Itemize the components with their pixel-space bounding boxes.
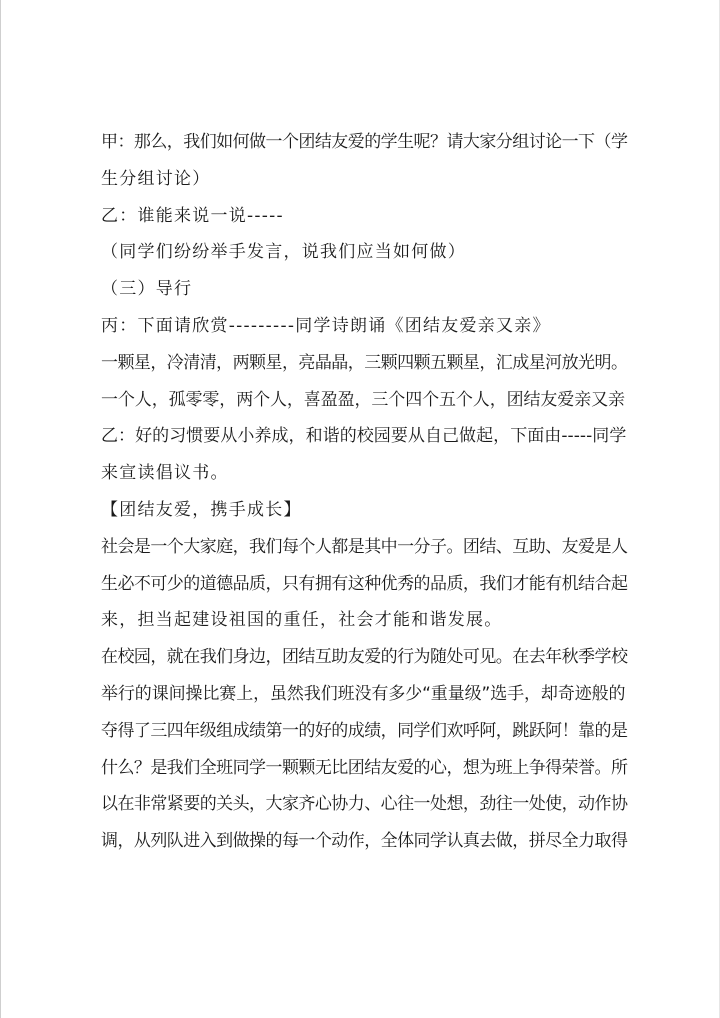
paragraph-line: 生必不可少的道德品质，只有拥有这种优秀的品质，我们才能有机结合起	[101, 573, 628, 594]
paragraph-line: 在校园，就在我们身边，团结互助友爱的行为随处可见。在去年秋季学校	[101, 647, 628, 668]
paragraph-line: 举行的课间操比赛上，虽然我们班没有多少“重量级”选手，却奇迹般的	[101, 683, 626, 704]
document-body	[101, 124, 627, 860]
proposal-title: 【团结友爱，携手成长】	[101, 499, 302, 520]
text-line: 乙：谁能来说一说-----	[101, 205, 284, 226]
text-line: 来宣读倡议书。	[101, 463, 229, 484]
text-line: （同学们纷纷举手发言，说我们应当如何做）	[101, 242, 466, 263]
section-heading: （三）导行	[101, 279, 193, 300]
poem-line: 一个人，孤零零，两个人，喜盈盈，三个四个五个人，团结友爱亲又亲	[101, 389, 625, 410]
paragraph-line: 社会是一个大家庭，我们每个人都是其中一分子。团结、互助、友爱是人	[101, 536, 628, 557]
paragraph-line: 来，担当起建设祖国的重任，社会才能和谐发展。	[101, 610, 503, 631]
text-line: 丙：下面请欣赏---------同学诗朗诵《团结友爱亲又亲》	[101, 315, 551, 336]
paragraph-line: 什么？是我们全班同学一颗颗无比团结友爱的心，想为班上争得荣誉。所	[101, 757, 628, 778]
paragraph-line: 以在非常紧要的关头，大家齐心协力、心往一处想，劲往一处使，动作协	[101, 794, 628, 815]
paragraph-line: 夺得了三四年级组成绩第一的好的成绩，同学们欢呼阿，跳跃阿！靠的是	[101, 720, 628, 741]
poem-line: 一颗星，冷清清，两颗星，亮晶晶，三颗四颗五颗星，汇成星河放光明。	[101, 352, 628, 373]
paragraph-line: 调，从列队进入到做操的每一个动作，全体同学认真去做，拼尽全力取得	[101, 831, 628, 852]
text-line: 生分组讨论）	[101, 168, 211, 189]
text-line: 甲：那么，我们如何做一个团结友爱的学生呢？请大家分组讨论一下（学	[101, 132, 628, 152]
text-line: 乙：好的习惯要从小养成，和谐的校园要从自己做起，下面由-----同学	[101, 426, 627, 447]
